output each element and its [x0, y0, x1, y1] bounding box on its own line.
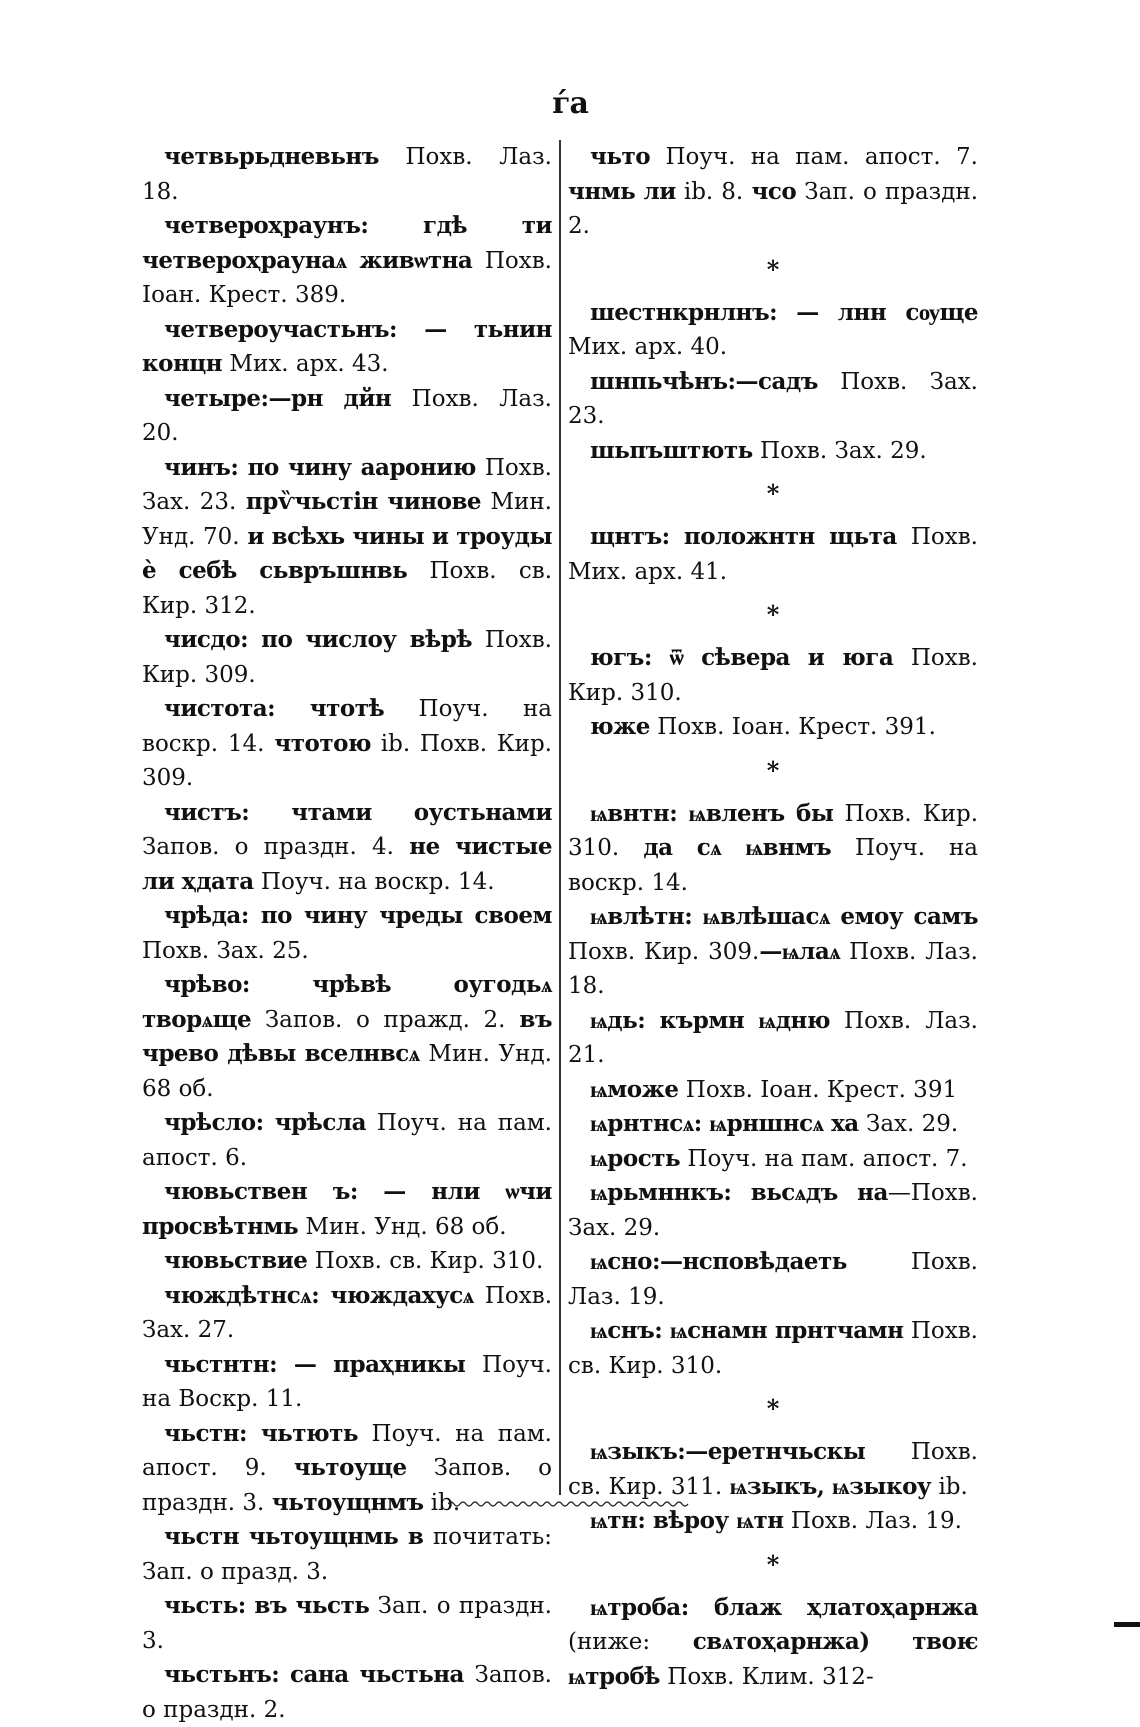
- entry-headword: ѩсно:: [590, 1248, 660, 1275]
- entry-reference: Похв. Кир. 310.: [568, 800, 978, 861]
- bottom-wavy-rule: [448, 1499, 690, 1509]
- entry-reference: Похв. Лаз. 19.: [783, 1508, 962, 1534]
- entry-example: — лнн сѹще: [777, 298, 978, 326]
- entry-example: —садъ: [735, 367, 818, 395]
- entry-example: чюждахусѧ: [319, 1281, 474, 1309]
- entry-reference: Мих. арх. 40.: [568, 334, 728, 360]
- section-separator-star: *: [766, 755, 780, 785]
- entry-reference: Похв. Кир. 309.: [142, 627, 552, 688]
- entry-headword: щнтъ:: [590, 523, 670, 550]
- entry-headword: ѩтроба:: [590, 1593, 689, 1621]
- dictionary-entry: [568, 1142, 978, 1177]
- entry-example: чсо: [743, 177, 797, 205]
- entry-reference: Поуч. на пам. апост. 9.: [142, 1420, 552, 1481]
- section-separator-star: *: [766, 600, 780, 629]
- entry-example: не чистые ли ҳдата: [142, 833, 552, 895]
- dictionary-entry: [142, 692, 552, 796]
- entry-reference: Похв. св. Кир. 310.: [568, 1318, 978, 1379]
- entry-headword: четвероҳраунъ:: [164, 212, 369, 239]
- entry-example: чнмь ли: [568, 177, 676, 205]
- entry-example: кърмн ѩдню: [645, 1006, 830, 1034]
- entry-example: гдѣ ти четвероҳраунаѧ живѡтна: [142, 212, 552, 274]
- entry-reference: Поуч. на пам. апост. 7.: [680, 1145, 968, 1172]
- entry-example: ѩзыкъ, ѩзыкоу: [722, 1472, 932, 1500]
- dictionary-entry: [142, 1658, 552, 1727]
- entry-reference: Зап. о праздн. 3.: [142, 1593, 552, 1654]
- entry-reference: Похв. Лаз. 18.: [568, 938, 978, 999]
- dictionary-entry: [568, 365, 978, 434]
- entry-example: чтотою: [264, 729, 372, 757]
- entry-headword: югъ:: [590, 644, 652, 671]
- entry-reference: Поуч. на воскр. 14.: [568, 835, 978, 896]
- entry-reference: Похв. св. Кир. 310.: [307, 1248, 544, 1274]
- entry-reference: Похв. Зах. 27.: [142, 1282, 553, 1343]
- entry-reference: Похв. Іоан. Крест. 389.: [142, 247, 552, 308]
- entry-reference: Поуч. на воскр. 14.: [142, 696, 552, 757]
- entry-headword: чювьствие: [164, 1247, 308, 1274]
- entry-example: вѣроу ѩтн: [645, 1507, 784, 1534]
- entry-example: чьтють: [247, 1419, 358, 1447]
- entry-reference: Поуч. на пам. апост. 6.: [142, 1110, 552, 1171]
- dictionary-entry: [568, 1314, 978, 1383]
- entry-example: чьтоущнмъ: [264, 1488, 424, 1516]
- dictionary-entry: [568, 641, 978, 710]
- entry-headword: чистота:: [164, 695, 276, 722]
- entry-headword: чьсть:: [164, 1592, 246, 1619]
- entry-headword: ѩрьмннкъ:: [590, 1179, 732, 1206]
- entry-example: — тьнин концн: [142, 315, 552, 377]
- entry-example: прѷчьстін чинове: [236, 488, 482, 515]
- entry-example: чьтоущнмь в: [239, 1523, 424, 1550]
- entry-example: чрѣсла: [263, 1109, 366, 1136]
- entry-headword: чьстнтн:: [164, 1350, 278, 1378]
- entry-reference: Похв. Лаз. 21.: [568, 1007, 978, 1068]
- entry-reference: Похв. Кир. 309.: [568, 938, 760, 965]
- entry-headword: шьпъштють: [590, 436, 753, 464]
- dictionary-entry: [568, 710, 978, 745]
- entry-example: ѩвленъ бы: [677, 799, 834, 827]
- entry-example: ѿ сѣвера и юга: [651, 644, 894, 671]
- entry-headword: чьстн: [164, 1523, 240, 1550]
- entry-reference: ib. Похв. Кир. 309.: [142, 730, 552, 791]
- entry-reference: Похв. Кир. 310.: [568, 645, 978, 706]
- entry-headword: чрѣсло:: [164, 1109, 264, 1136]
- entry-reference: (ниже:: [568, 1629, 651, 1655]
- dictionary-entry: [568, 1591, 978, 1695]
- entry-example: свѧтоҳарнжа) твоѥ ѩтробѣ: [568, 1628, 978, 1690]
- dictionary-entry: [142, 1106, 552, 1175]
- entry-reference: Похв. св. Кир. 312.: [142, 558, 553, 619]
- dictionary-entry: [142, 140, 552, 209]
- entry-reference: Мих. арх. 43.: [222, 351, 389, 377]
- entry-reference: Запов. о пражд. 2.: [251, 1006, 506, 1033]
- entry-example: — праҳникы: [277, 1350, 466, 1378]
- dictionary-entry: [568, 1004, 978, 1073]
- entry-headword: ѩвнтн:: [590, 799, 678, 827]
- entry-example: чтотѣ: [275, 695, 385, 722]
- entry-headword: чьстн:: [164, 1419, 248, 1447]
- dictionary-entry: [568, 296, 978, 365]
- dictionary-entry: [568, 1073, 978, 1108]
- entry-reference: ib.: [931, 1473, 968, 1500]
- entry-headword: четыре:: [164, 384, 269, 412]
- dictionary-entry: [568, 1435, 978, 1504]
- dictionary-entry: [142, 382, 552, 451]
- column-divider: [559, 140, 561, 1495]
- entry-headword: ѩрость: [590, 1144, 681, 1172]
- entry-reference: Поуч. на пам. апост. 7.: [650, 144, 978, 170]
- left-column: [142, 140, 552, 1727]
- entry-example: —еретнчьскы: [685, 1438, 866, 1465]
- entry-reference: Мин. Унд. 68 об.: [142, 1041, 552, 1102]
- entry-reference: Похв. Лаз. 18.: [142, 144, 552, 205]
- entry-reference: Похв. Іоан. Крест. 391: [678, 1076, 958, 1103]
- dictionary-entry: [142, 1244, 552, 1279]
- entry-reference: Похв. Іоан. Крест. 391.: [649, 714, 936, 740]
- entry-reference: Поуч. на Воскр. 11.: [142, 1351, 552, 1412]
- page-edge-mark: [1114, 1622, 1140, 1627]
- entry-headword: чрѣво:: [164, 971, 250, 998]
- entry-example: и всѣхь чины и троуды ѐ себѣ сьвръшнвь: [142, 522, 553, 584]
- entry-reference: Мин. Унд. 70.: [142, 489, 552, 550]
- dictionary-entry: [142, 1520, 552, 1589]
- entry-headword: чинъ:: [164, 453, 239, 481]
- entry-reference: Похв. Лаз. 19.: [568, 1249, 978, 1310]
- section-separator-star: *: [766, 1549, 780, 1579]
- entry-headword: ѩможе: [590, 1075, 679, 1103]
- entry-example: — нли ѡчи просвѣтнмь: [142, 1178, 552, 1240]
- entry-example: ѩвлѣшасѧ емоу самъ: [692, 903, 978, 930]
- entry-reference: почитать:: [423, 1524, 552, 1550]
- entry-example: положнтн щьта: [669, 523, 897, 550]
- entry-reference: Похв. св. Кир. 311.: [568, 1439, 978, 1500]
- entry-headword: чисдо:: [164, 626, 249, 653]
- dictionary-entry: [142, 623, 552, 692]
- entry-example: въ чрево дѣвы вселнвсѧ: [142, 1005, 552, 1067]
- entry-headword: чьстьнъ:: [164, 1661, 280, 1688]
- section-separator-star: *: [766, 1394, 780, 1423]
- page-number: ѓа: [552, 86, 588, 121]
- entry-reference: ib.: [423, 1489, 461, 1516]
- section-separator-star: *: [766, 254, 780, 284]
- entry-example: по чину чреды своем: [248, 902, 552, 929]
- section-separator-star: *: [766, 479, 780, 508]
- entry-headword: четвероучастьнъ:: [164, 315, 398, 343]
- dictionary-entry: [142, 1589, 552, 1658]
- entry-reference: ib. 8.: [675, 178, 744, 205]
- entry-example: чтами оустьнами: [249, 798, 552, 826]
- entry-headword: ѩрнтнсѧ:: [590, 1110, 702, 1137]
- dictionary-entry: [568, 140, 978, 244]
- dictionary-entry: [568, 434, 978, 469]
- dictionary-entry: [142, 451, 552, 624]
- entry-headword: четвьрьдневьнъ: [164, 143, 379, 170]
- entry-example: —рн дйн: [268, 384, 392, 412]
- entry-headword: чьто: [590, 143, 651, 170]
- dictionary-entry: [568, 1504, 978, 1539]
- entry-example: чьтоуще: [266, 1454, 407, 1481]
- entry-example: вьсѧдъ на: [731, 1179, 888, 1206]
- entry-headword: чювьствен ъ:: [164, 1178, 358, 1205]
- entry-example: въ чьсть: [245, 1592, 370, 1619]
- entry-reference: Зап. о празд. 3.: [142, 1558, 329, 1585]
- entry-reference: Зап. о праздн. 2.: [568, 178, 978, 239]
- dictionary-entry: [142, 796, 552, 900]
- entry-example: блаж ҳлатоҳарнжа: [688, 1593, 978, 1621]
- dictionary-entry: [142, 1348, 552, 1417]
- dictionary-entry: [142, 1175, 552, 1244]
- entry-reference: Запов. о праздн. 3.: [142, 1455, 552, 1516]
- entry-headword: ѩдь:: [590, 1006, 646, 1034]
- entry-reference: Похв. Клим. 312-: [659, 1663, 874, 1690]
- entry-headword: юже: [590, 713, 650, 740]
- entry-headword: чюждѣтнсѧ:: [164, 1281, 320, 1309]
- entry-headword: шестнкрнлнъ:: [590, 298, 778, 326]
- entry-reference: Похв. Зах. 29.: [752, 437, 927, 464]
- entry-reference: Похв. Лаз. 20.: [142, 385, 552, 446]
- dictionary-entry: [142, 968, 552, 1106]
- entry-headword: ѩтн:: [590, 1507, 646, 1534]
- entry-reference: Мин. Унд. 68 об.: [298, 1213, 507, 1240]
- entry-headword: ѩвлѣтн:: [590, 903, 693, 930]
- entry-headword: чистъ:: [164, 798, 250, 826]
- entry-headword: ѩснъ:: [590, 1317, 663, 1344]
- entry-headword: ѩзыкъ:: [590, 1438, 686, 1465]
- dictionary-entry: [568, 520, 978, 589]
- dictionary-entry: [568, 1245, 978, 1314]
- entry-example: чрѣвѣ оугодьѧ творѧще: [142, 971, 552, 1033]
- entry-headword: чрѣда:: [164, 902, 249, 929]
- entry-example: по чину ааронию: [238, 453, 476, 481]
- entry-headword: шнпьчѣнъ:: [590, 367, 736, 395]
- dictionary-entry: [568, 1107, 978, 1142]
- entry-example: по числоу вѣрѣ: [248, 626, 472, 653]
- entry-reference: Похв. Зах. 25.: [142, 937, 309, 964]
- entry-reference: Зах. 29.: [858, 1111, 959, 1137]
- entry-reference: Похв. Мих. арх. 41.: [568, 524, 978, 585]
- entry-reference: Запов. о праздн. 4.: [142, 834, 394, 860]
- entry-example: сана чьстьна: [279, 1661, 464, 1688]
- entry-reference: Поуч. на воскр. 14.: [253, 868, 495, 895]
- dictionary-entry: [142, 899, 552, 968]
- dictionary-entry: [568, 1176, 978, 1245]
- entry-example: да сѧ ѩвнмъ: [619, 834, 832, 861]
- entry-example: —нсповѣдаеть: [659, 1248, 847, 1275]
- dictionary-entry: [142, 313, 552, 382]
- entry-example: —ѩлаѧ: [759, 937, 841, 965]
- entry-example: ѩснамн прнтчамн: [662, 1317, 904, 1344]
- dictionary-entry: [568, 900, 978, 1004]
- entry-reference: Похв. Зах. 23.: [142, 454, 552, 515]
- entry-reference: —Похв. Зах. 29.: [568, 1180, 978, 1241]
- entry-reference: Запов. о праздн. 2.: [142, 1662, 552, 1723]
- dictionary-entry: [142, 1279, 552, 1348]
- entry-example: ѩрншнсѧ ха: [701, 1110, 859, 1137]
- dictionary-entry: [568, 797, 978, 901]
- right-column: [568, 140, 978, 1694]
- entry-reference: Похв. Зах. 23.: [568, 368, 978, 429]
- dictionary-entry: [142, 209, 552, 313]
